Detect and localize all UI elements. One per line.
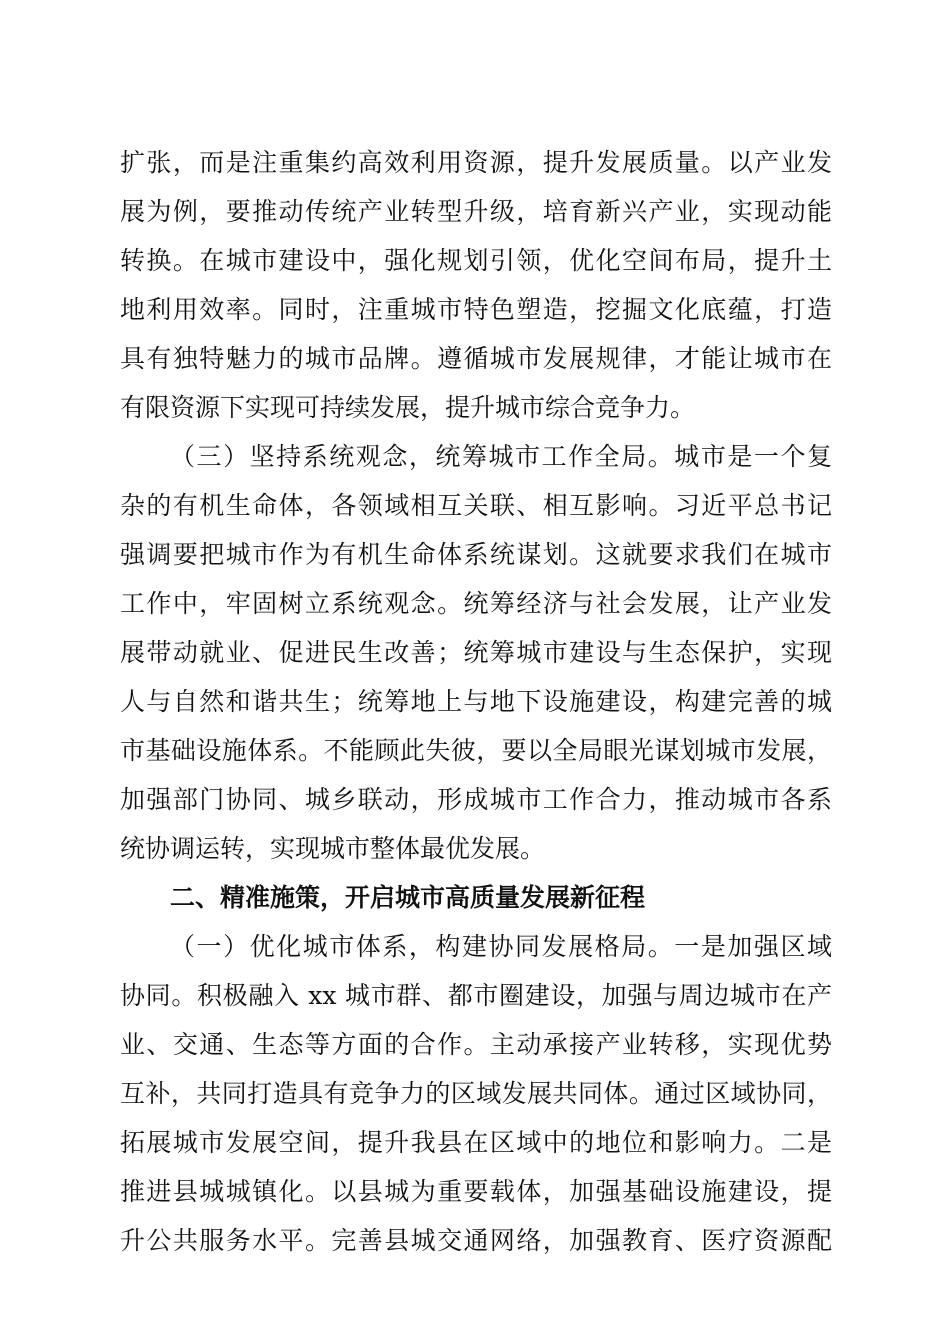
paragraph-line: 业、交通、生态等方面的合作。主动承接产业转移，实现优势 — [120, 1030, 832, 1059]
paragraph-line: 具有独特魅力的城市品牌。遵循城市发展规律，才能让城市在 — [120, 344, 832, 373]
paragraph-line: 推进县城城镇化。以县城为重要载体，加强基础设施建设，提 — [120, 1177, 832, 1206]
paragraph-line: 展为例，要推动传统产业转型升级，培育新兴产业，实现动能 — [120, 197, 832, 226]
section-heading: 二、精准施策，开启城市高质量发展新征程 — [170, 883, 646, 912]
paragraph-line: 转换。在城市建设中，强化规划引领，优化空间布局，提升土 — [120, 246, 832, 275]
paragraph-line: 人与自然和谐共生；统筹地上与地下设施建设，构建完善的城 — [120, 687, 832, 716]
paragraph-line: 有限资源下实现可持续发展，提升城市综合竞争力。 — [120, 393, 696, 422]
paragraph-line: 工作中，牢固树立系统观念。统筹经济与社会发展，让产业发 — [120, 589, 832, 618]
paragraph-line: 协同。积极融入 xx 城市群、都市圈建设，加强与周边城市在产 — [120, 981, 832, 1010]
paragraph-line: 扩张，而是注重集约高效利用资源，提升发展质量。以产业发 — [120, 148, 832, 177]
paragraph-line: 拓展城市发展空间，提升我县在区域中的地位和影响力。二是 — [120, 1128, 832, 1157]
paragraph-line: 市基础设施体系。不能顾此失彼，要以全局眼光谋划城市发展， — [120, 736, 832, 765]
paragraph-line: 加强部门协同、城乡联动，形成城市工作合力，推动城市各系 — [120, 785, 832, 814]
paragraph-line: 升公共服务水平。完善县城交通网络，加强教育、医疗资源配 — [120, 1226, 832, 1255]
paragraph-line: 展带动就业、促进民生改善；统筹城市建设与生态保护，实现 — [120, 638, 832, 667]
paragraph-line: 统协调运转，实现城市整体最优发展。 — [120, 834, 546, 863]
paragraph-line: 互补，共同打造具有竞争力的区域发展共同体。通过区域协同， — [120, 1079, 832, 1108]
paragraph-line: 杂的有机生命体，各领域相互关联、相互影响。习近平总书记 — [120, 491, 832, 520]
paragraph-line: （三）坚持系统观念，统筹城市工作全局。城市是一个复 — [170, 442, 832, 471]
paragraph-line: 地利用效率。同时，注重城市特色塑造，挖掘文化底蕴，打造 — [120, 295, 832, 324]
paragraph-line: （一）优化城市体系，构建协同发展格局。一是加强区域 — [170, 932, 832, 961]
paragraph-line: 强调要把城市作为有机生命体系统谋划。这就要求我们在城市 — [120, 540, 832, 569]
